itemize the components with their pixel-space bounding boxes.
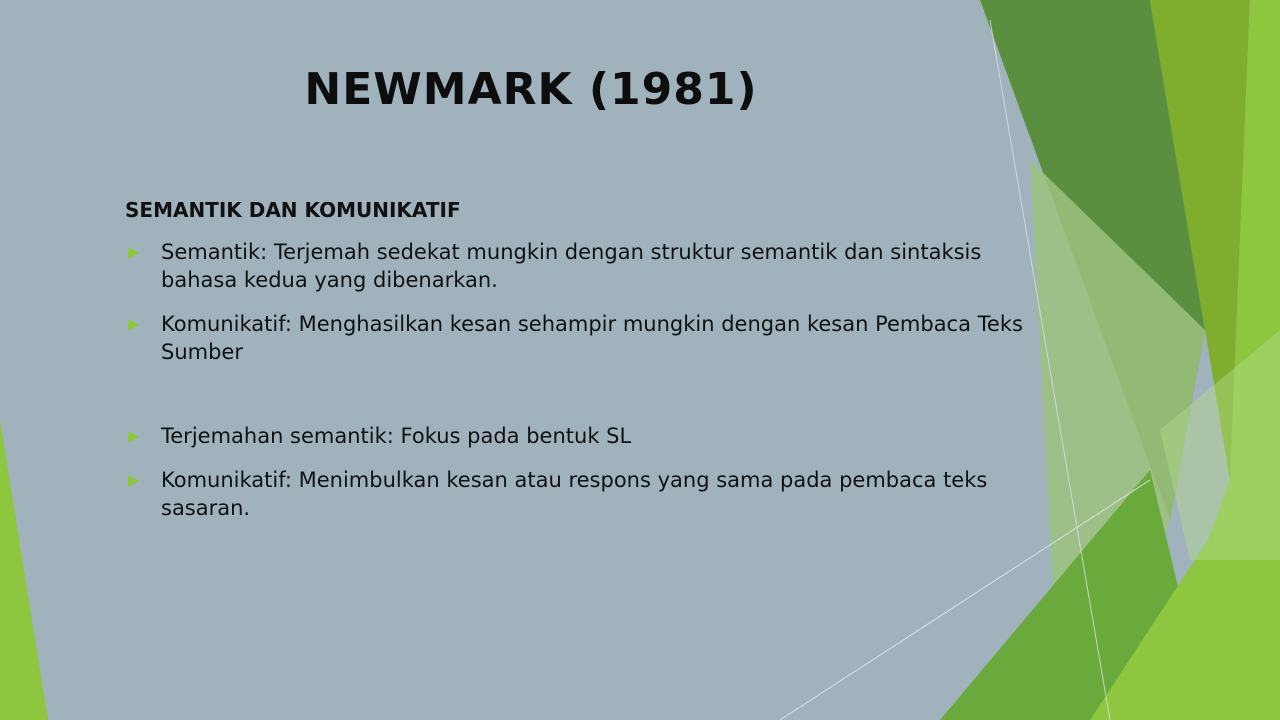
bullet-arrow-icon xyxy=(128,319,139,331)
left-green-shape xyxy=(0,420,48,720)
bullet-text: Semantik: Terjemah sedekat mungkin dengan struktur semantik dan sintaksis bahasa kedua yang dibenarkan. xyxy=(161,240,982,292)
bullet-item xyxy=(125,238,1045,294)
bullet-arrow-icon xyxy=(128,247,139,259)
bullet-text: Komunikatif: Menimbulkan kesan atau respons yang sama pada pembaca teks sasaran. xyxy=(161,468,988,520)
slide-title: NEWMARK (1981) xyxy=(304,64,758,115)
bullet-text: Terjemahan semantik: Fokus pada bentuk SL xyxy=(161,424,632,448)
bullet-list xyxy=(125,238,1045,538)
bullet-arrow-icon xyxy=(128,431,139,443)
bullet-item xyxy=(125,310,1045,366)
bullet-item xyxy=(125,422,1045,450)
bullet-item xyxy=(125,466,1045,522)
section-subheading: SEMANTIK DAN KOMUNIKATIF xyxy=(125,198,461,222)
bullet-arrow-icon xyxy=(128,475,139,487)
bullet-text: Komunikatif: Menghasilkan kesan sehampir mungkin dengan kesan Pembaca Teks Sumber xyxy=(161,312,1023,364)
